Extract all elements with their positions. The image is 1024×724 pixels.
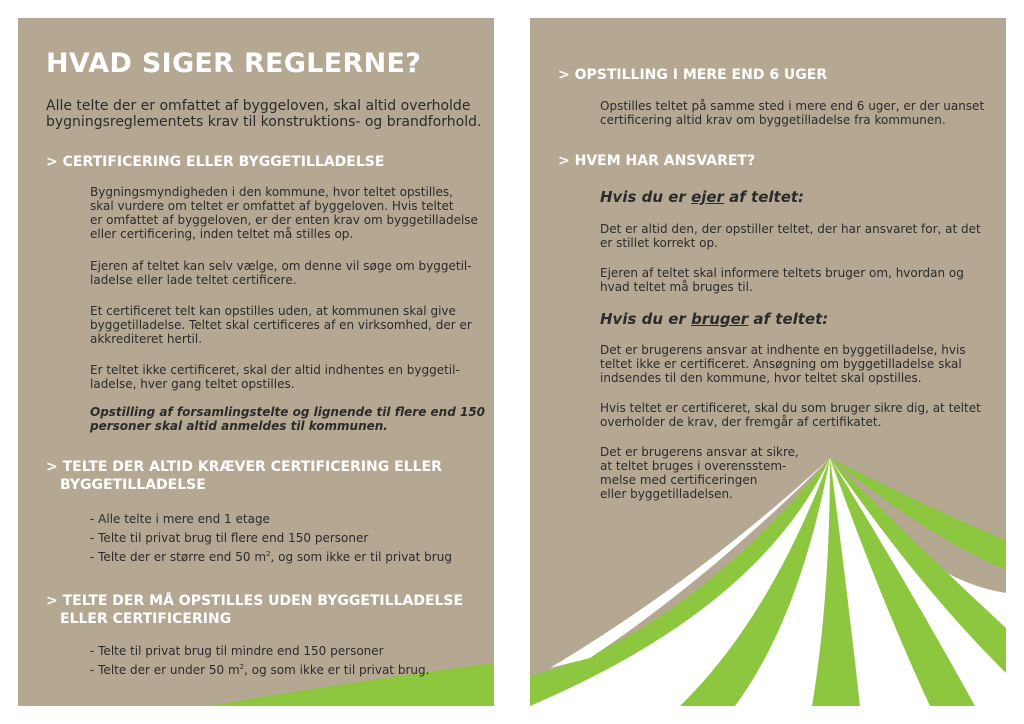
paragraph-3: Et certificeret telt kan opstilles uden, at kommunen skal give byggetilladelse. Teltet skal certificeres af en virksomhed, der er akkrediteret hertil. bbox=[90, 304, 472, 346]
paragraph-ejer-2: Ejeren af teltet skal informere teltets bruger om, hvordan og hvad teltet må bruges til. bbox=[600, 266, 964, 294]
paragraph-bruger-2: Hvis teltet er certificeret, skal du som bruger sikre dig, at teltet overholder de krav, der fremgår af certifikatet. bbox=[600, 401, 981, 429]
subheading-bruger: Hvis du er bruger af teltet: bbox=[600, 310, 829, 328]
list-item: - Telte der er større end 50 $m^2$, og som ikke er til privat brug bbox=[90, 550, 452, 564]
list-uden-byggetilladelse bbox=[90, 642, 490, 680]
paragraph-bruger-3: Det er brugerens ansvar at sikre, at teltet bruges i overensstem- melse med certificeringen eller byggetilladelsen. bbox=[600, 445, 799, 501]
paragraph-2: Ejeren af teltet kan selv vælge, om denne vil søge om byggetil- ladelse eller lade teltet certificere. bbox=[90, 259, 472, 287]
paragraph-6-uger: Opstilles teltet på samme sted i mere end 6 uger, er der uanset certificering altid krav om byggetilladelse fra kommunen. bbox=[600, 99, 985, 127]
subheading-ejer: Hvis du er ejer af teltet: bbox=[600, 188, 805, 206]
heading-opstilling-6-uger: > OPSTILLING I MERE END 6 UGER bbox=[558, 67, 828, 83]
list-item: - Telte der er under 50 $m^2$, og som ikke er til privat brug. bbox=[90, 663, 430, 677]
intro-text: Alle telte der er omfattet af byggeloven, skal altid overholde bygningsreglementets krav til konstruktions- og brandforhold. bbox=[46, 98, 482, 130]
page-title: HVAD SIGER REGLERNE? bbox=[46, 48, 422, 79]
heading-certificering: > CERTIFICERING ELLER BYGGETILLADELSE bbox=[46, 154, 385, 170]
paragraph-ejer-1: Det er altid den, der opstiller teltet, der har ansvaret for, at det er stillet korrekt op. bbox=[600, 222, 981, 250]
list-item: - Alle telte i mere end 1 etage bbox=[90, 512, 270, 526]
left-page bbox=[18, 18, 494, 706]
paragraph-5-emphasis: Opstilling af forsamlingstelte og lignende til flere end 150 personer skal altid anmeldes til kommunen. bbox=[90, 405, 486, 433]
right-page bbox=[530, 18, 1006, 706]
heading-hvem-ansvaret: > HVEM HAR ANSVARET? bbox=[558, 153, 756, 169]
list-item: - Telte til privat brug til flere end 150 personer bbox=[90, 531, 369, 545]
heading-altid-kraever: > TELTE DER ALTID KRÆVER CERTIFICERING ELLER BYGGETILLADELSE bbox=[46, 459, 442, 493]
heading-uden-byggetilladelse: > TELTE DER MÅ OPSTILLES UDEN BYGGETILLADELSE ELLER CERTIFICERING bbox=[46, 593, 464, 627]
paragraph-1: Bygningsmyndigheden i den kommune, hvor teltet opstilles, skal vurdere om teltet er omfattet af byggeloven. Hvis teltet er omfattet af byggeloven, er der enten krav om byggetilladelse eller certificering, inden teltet må stilles op. bbox=[90, 185, 478, 241]
paragraph-4: Er teltet ikke certificeret, skal der altid indhentes en byggetil- ladelse, hver gang teltet opstilles. bbox=[90, 363, 460, 391]
paragraph-bruger-1: Det er brugerens ansvar at indhente en byggetilladelse, hvis teltet ikke er certificeret. Ansøgning om byggetilladelse skal indsendes til den kommune, hvor teltet skal opstilles. bbox=[600, 343, 966, 385]
list-altid-kraever bbox=[90, 510, 490, 567]
list-item: - Telte til privat brug til mindre end 150 personer bbox=[90, 644, 384, 658]
